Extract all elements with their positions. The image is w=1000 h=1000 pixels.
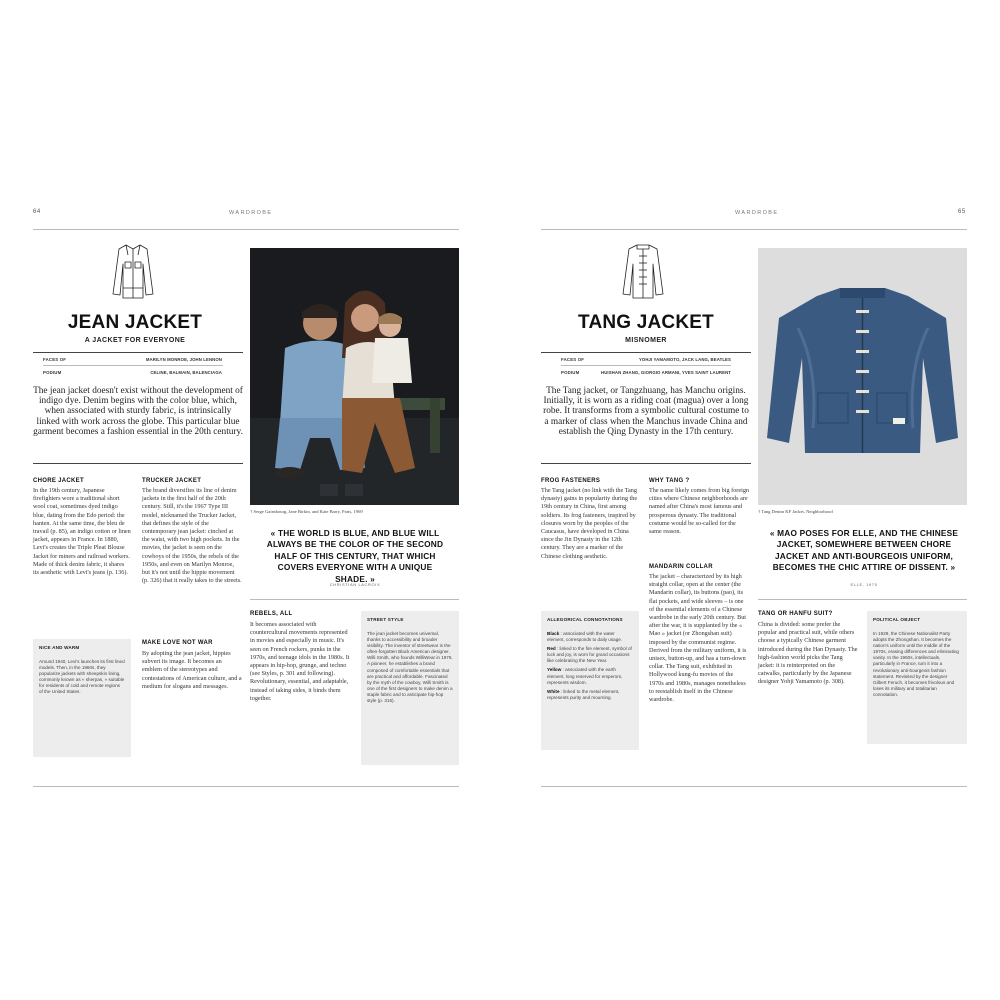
- why-tang-heading: WHY TANG ?: [649, 478, 690, 484]
- right-intro: The Tang jacket, or Tangzhuang, has Manchu origins. Initially, it is worn as a riding coat (magua) over a long robe. It transforms from a symbolic cultural costume to a marker of class when the Manchus invade China and establish the Qing Dynasty in the 17th century.: [543, 386, 749, 437]
- trucker-jacket-body: The brand diversifies its line of denim jackets in the first half of the 20th century. Still, it's the 1967 Type III model, nicknamed the Trucker Jacket, that defines the style of the contemporary jean jacket: cinched at the waist, with two high pockets. In the movies, the jacket is seen on the cowboys of the 1950s, the rebels of the 1950s, and even on Marilyn Monroe, but it's not until the hippie movement (p. 326) that it really takes to the streets.: [142, 487, 242, 585]
- allegory-item-white: White : linked to the metal element, represents purity and mourning.: [547, 688, 620, 700]
- left-faces-label: FACES OF: [43, 357, 67, 362]
- chore-jacket-body: In the 19th century, Japanese firefighters wore a traditional short wool coat, sometimes dyed indigo blue, dating from the Edo period: the hanten. At the same time, the bleu de travail (p. 85), an indigo cotton or linen jacket, appears in France. In 1880, Levi's creates the Triple Pleat Blouse Jacket for miners and railroad workers. Made of thick denim fabric, it shares its aesthetic with Levi's jeans (p. 136).: [33, 487, 131, 577]
- left-lower-rule: [250, 599, 459, 600]
- left-intro: The jean jacket doesn't exist without the development of indigo dye. Denim begins with the color blue, which, when associated with sturdy fabric, is intrinsically linked with work across the globe. This particular blue garment becomes a fashion essential in the 20th century.: [33, 386, 243, 437]
- right-quote: « MAO POSES FOR ELLE, AND THE CHINESE JACKET, SOMEWHERE BETWEEN CHORE JACKET AND ANTI-BOURGEOIS UNIFORM, BECOMES THE CHIC ATTIRE OF DISSENT. »: [769, 528, 959, 573]
- photo-illustration: [250, 248, 459, 505]
- rebels-all-heading: REBELS, ALL: [250, 611, 293, 617]
- left-top-rule: [33, 229, 459, 230]
- left-quote-source: CHRISTIAN LACROIX: [329, 582, 381, 587]
- jean-jacket-icon: [111, 242, 155, 300]
- rebels-all-body: It becomes associated with countercultural movements represented in movies and especially in music. It's seen on French rockers, punks in the 1970s, and teenage idols in the 1980s. It appears in hip-hop, grunge, and techno (see Styles, p. 301 and following). Revolutionary, essential, and adaptable, instead of taking sides, it binds them together.: [250, 621, 350, 702]
- tang-or-hanfu-heading: TANG OR HANFU SUIT?: [758, 611, 833, 617]
- left-subtitle: A JACKET FOR EVERYONE: [84, 337, 186, 344]
- street-style-body: The jean jacket becomes universal, thanks to accessibility and broader visibility. The inventor of streetwear is the often-forgotten Black American designer, Willi Smith, who founds WilliWear in 1976. A pioneer, he establishes a brand composed of comfortable essentials that are practical and affordable. Fascinated by the myth of the cowboy, Willi Smith is one of the first designers to make denim a staple fabric and to anticipate hip-hop style (p. 316).: [367, 631, 453, 704]
- street-style-box: [361, 611, 459, 765]
- allegorical-connotations-box: [541, 611, 639, 750]
- right-top-rule: [541, 229, 967, 230]
- tang-denim-jacket-photo: [758, 248, 967, 505]
- right-bottom-rule: [541, 786, 967, 787]
- left-folio: 64: [33, 209, 41, 215]
- trucker-jacket-heading: TRUCKER JACKET: [142, 478, 202, 484]
- frog-fasteners-heading: FROG FASTENERS: [541, 478, 601, 484]
- left-podium-label: PODIUM: [43, 370, 62, 375]
- right-lower-rule: [758, 599, 967, 600]
- right-subtitle: MISNOMER: [625, 337, 667, 344]
- right-intro-rule: [541, 463, 751, 464]
- right-podium-label: PODIUM: [561, 370, 580, 375]
- right-title: TANG JACKET: [578, 312, 714, 333]
- left-bottom-rule: [33, 786, 459, 787]
- why-tang-body: The name likely comes from big foreign cities where Chinese neighborhoods are named after China's most famous and prosperous dynasty. The traditional costume would be so-called for the same reason.: [649, 487, 750, 536]
- nice-and-warm-box: [33, 639, 131, 757]
- left-photo-caption: † Serge Gainsbourg, Jane Birkin, and Kate Barry, Paris, 1969: [250, 509, 363, 514]
- allegory-item-red: Red : linked to the fire element, symbol of luck and joy, is worn for grand occasions like celebrating the New Year.: [547, 646, 632, 664]
- allegory-list: [547, 631, 633, 701]
- street-style-heading: STREET STYLE: [367, 617, 404, 622]
- political-object-box: [867, 611, 967, 744]
- right-folio: 65: [958, 209, 966, 215]
- left-intro-rule: [33, 463, 243, 464]
- nice-and-warm-heading: NICE AND WARM: [39, 645, 80, 650]
- left-podium-value: CELINE, BALMAIN, BALENCIAGA: [150, 370, 222, 375]
- allegorical-connotations-heading: ALLEGORICAL CONNOTATIONS: [547, 617, 623, 622]
- left-quote: « THE WORLD IS BLUE, AND BLUE WILL ALWAYS BE THE COLOR OF THE SECOND HALF OF THIS CENTURY, THAT WHICH COVERS EVERYONE WITH A UNIQUE SHADE. »: [266, 528, 444, 584]
- left-running-head: WARDROBE: [229, 210, 273, 216]
- tang-jacket-icon: [621, 242, 665, 300]
- left-meta-mid-rule: [43, 365, 223, 366]
- chore-jacket-heading: CHORE JACKET: [33, 478, 84, 484]
- allegory-item-black: Black : associated with the water element, corresponds to daily usage.: [547, 631, 623, 643]
- right-faces-value: YOHJI YAMAMOTO, JACK LANG, BEATLES: [638, 357, 731, 362]
- right-meta-top-rule: [541, 352, 751, 353]
- mandarin-collar-body: The jacket – characterized by its high straight collar, open at the center (the Mandarin collar), its buttons (pao), its flat pockets, and wide sleeves – is one of the essential elements of a Chinese wardrobe in the early 20th century. But after the war, it is supplanted by the « Mao » jacket (or Zhongshan suit) imposed by the communist regime. Derived from the military uniform, it is unisex, button-up, and has a turn-down collar. The Tang suit, exhibited in Hollywood kung-fu movies of the 1970s and 1980s, manages nonetheless to reestablish itself in the Chinese wardrobe.: [649, 573, 747, 704]
- left-meta-top-rule: [33, 352, 243, 353]
- political-object-body: In 1929, the Chinese Nationalist Party adopts the Zhongshan. It becomes the nation's uniform until the middle of the 1970s, erasing differences and eliminating vanity. In the 1960s, intellectuals, particularly in France, turn it into a revolutionary anti-bourgeois fashion statement. Revisited by the designer Gilbert Feruch, it becomes frivolous and loses its military and totalitarian connotation.: [873, 631, 959, 697]
- make-love-not-war-heading: MAKE LOVE NOT WAR: [142, 640, 213, 646]
- gainsbourg-birkin-photo: [250, 248, 459, 505]
- political-object-heading: POLITICAL OBJECT: [873, 617, 921, 622]
- make-love-not-war-body: By adopting the jean jacket, hippies subvert its image. It becomes an emblem of the stereotypes and contestations of American culture, and a medium for slogans and messages.: [142, 650, 242, 690]
- left-title: JEAN JACKET: [67, 312, 203, 333]
- nice-and-warm-body: Around 1940, Levi's launches its first lined models. Then, in the 1960s, they popularize jackets with sheepskin lining, commonly known as « sherpas, » suitable for residents of cold and remote regions of the United States.: [39, 659, 125, 695]
- tang-or-hanfu-body: China is divided: some prefer the popular and practical suit, while others choose a typically Chinese garment introduced during the Han Dynasty. The high-fashion world picks the Tang jacket: it is reinterpreted on the catwalks, particularly by the Japanese designer Yohji Yamamoto (p. 308).: [758, 621, 858, 686]
- right-running-head: WARDROBE: [735, 210, 779, 216]
- allegory-item-yellow: Yellow : associated with the earth element, long reserved for emperors, represents wisdom.: [547, 667, 623, 685]
- right-quote-source: ELLE, 1975: [850, 582, 878, 587]
- left-faces-value: MARILYN MONROE, JOHN LENNON: [145, 357, 222, 362]
- mandarin-collar-heading: MANDARIN COLLAR: [649, 564, 713, 570]
- frog-fasteners-body: The Tang jacket (no link with the Tang dynasty) gains in popularity during the 19th century in China, first among soldiers. Its frog fasteners, inspired by closures worn by the peoples of the Caucasus, have developed in China since the Jin Dynasty in the 12th century. They are a marker of the Chinese clothing aesthetic.: [541, 487, 638, 560]
- photo-illustration: [758, 248, 967, 505]
- right-photo-caption: † Tang Denim KF Jacket, Neighborhood: [758, 509, 833, 514]
- right-faces-label: FACES OF: [561, 357, 585, 362]
- right-meta-mid-rule: [561, 365, 731, 366]
- right-podium-value: HUISHAN ZHANG, GIORGIO ARMANI, YVES SAINT LAURENT: [601, 370, 731, 375]
